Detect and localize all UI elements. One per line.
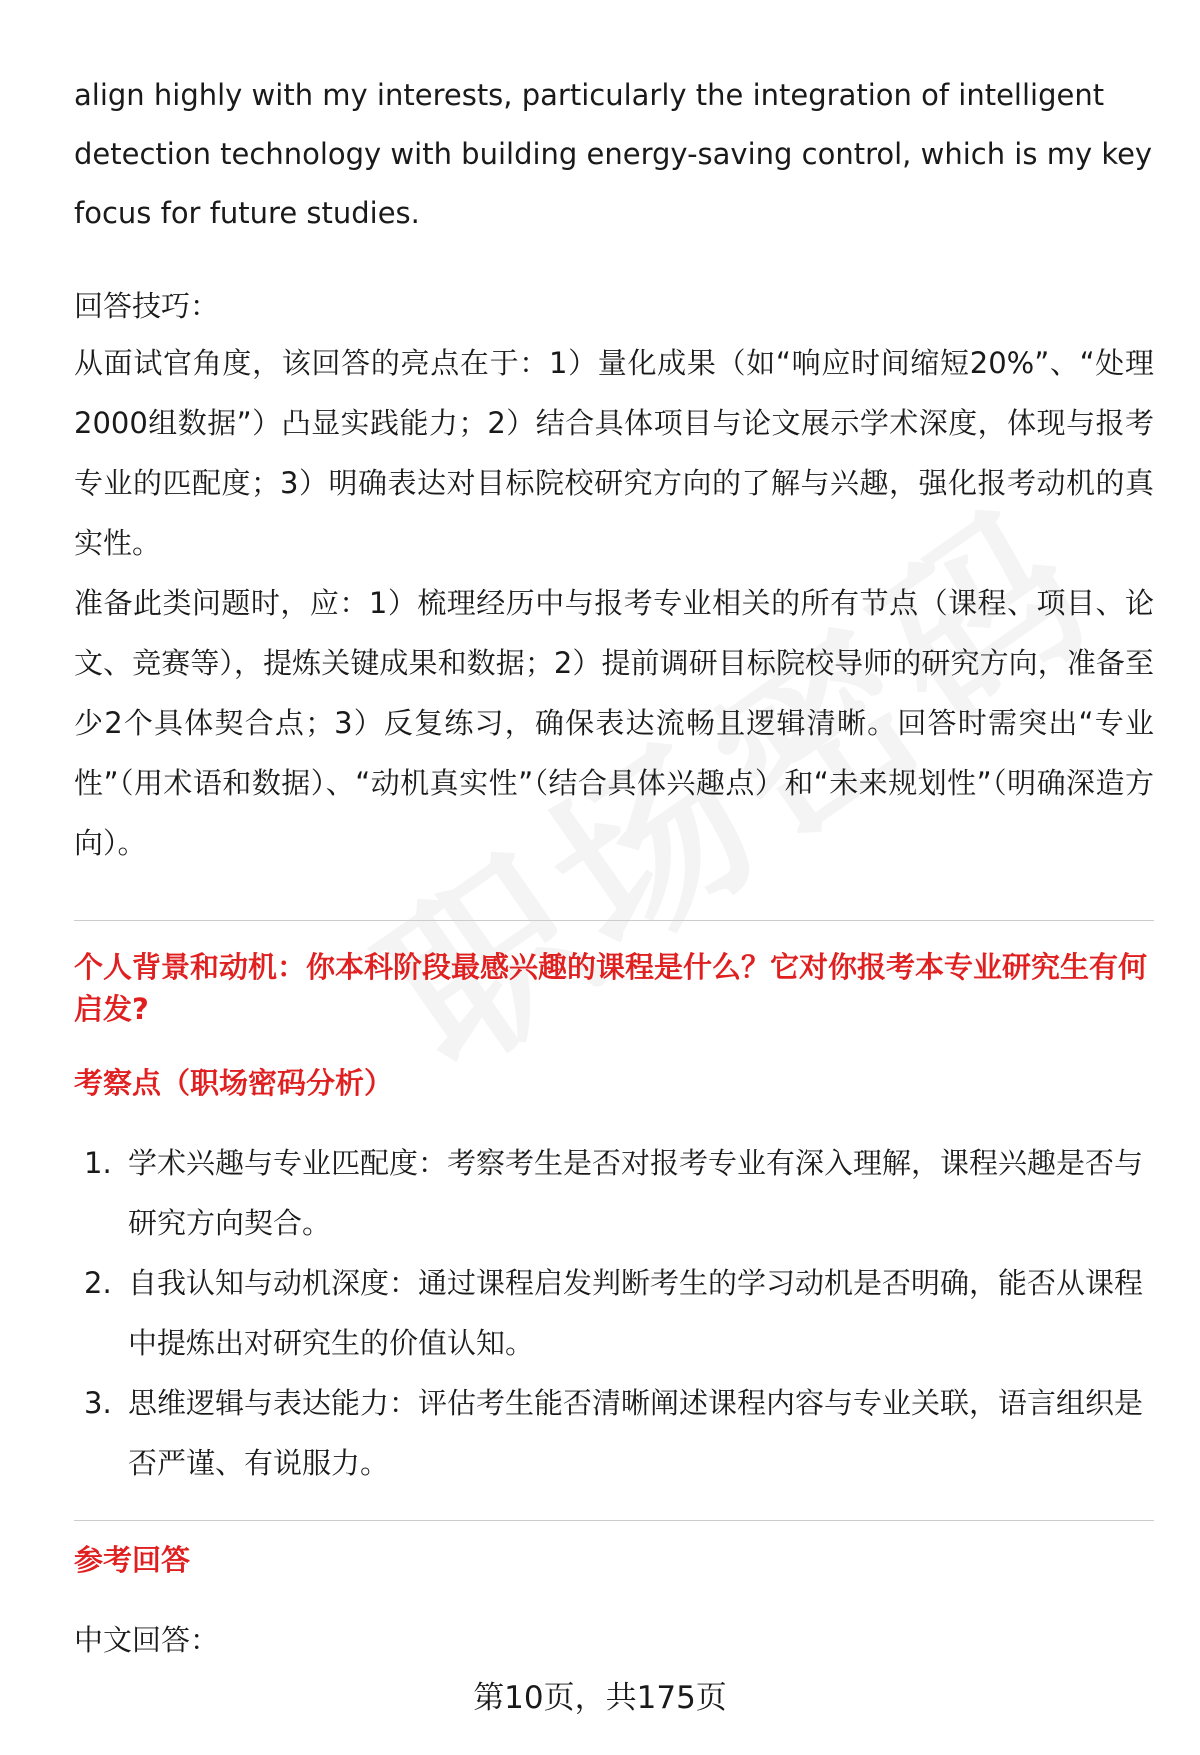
tips-label: 回答技巧： — [74, 289, 220, 323]
list-number: 2. — [84, 1266, 112, 1300]
list-item — [74, 1373, 1154, 1493]
list-number: 1. — [84, 1146, 112, 1180]
page-number: 第10页，共175页 — [473, 1680, 727, 1716]
reference-heading: 参考回答 — [74, 1543, 191, 1577]
chinese-answer-label: 中文回答： — [74, 1623, 220, 1657]
tips-paragraph-1: 从面试官角度，该回答的亮点在于：1）量化成果（如“响应时间缩短20%”、“处理2000组数据”）凸显实践能力；2）结合具体项目与论文展示学术深度，体现与报考专业的匹配度；3）明确表达对目标院校研究方向的了解与兴趣，强化报考动机的真实性。 — [74, 346, 1154, 560]
points-list — [74, 1133, 1154, 1493]
intro-paragraph: align highly with my interests, particularly the integration of intelligent detection technology with building energy-saving control, which is my key focus for future studies. — [74, 78, 1153, 230]
tips-paragraph-2: 准备此类问题时，应：1）梳理经历中与报考专业相关的所有节点（课程、项目、论文、竞赛等），提炼关键成果和数据；2）提前调研目标院校导师的研究方向，准备至少2个具体契合点；3）反复练习，确保表达流畅且逻辑清晰。回答时需突出“专业性”（用术语和数据）、“动机真实性”（结合具体兴趣点）和“未来规划性”（明确深造方向）。 — [74, 586, 1154, 860]
question-title: 个人背景和动机：你本科阶段最感兴趣的课程是什么？它对你报考本专业研究生有何启发? — [74, 950, 1148, 1026]
divider — [74, 1520, 1154, 1521]
list-item-text: 学术兴趣与专业匹配度：考察考生是否对报考专业有深入理解，课程兴趣是否与研究方向契合。 — [128, 1146, 1144, 1240]
list-item — [74, 1133, 1154, 1253]
list-item-text: 思维逻辑与表达能力：评估考生能否清晰阐述课程内容与专业关联，语言组织是否严谨、有说服力。 — [128, 1386, 1144, 1480]
divider — [74, 920, 1154, 921]
list-item — [74, 1253, 1154, 1373]
list-number: 3. — [84, 1386, 112, 1420]
list-item-text: 自我认知与动机深度：通过课程启发判断考生的学习动机是否明确，能否从课程中提炼出对研究生的价值认知。 — [128, 1266, 1144, 1360]
points-heading: 考察点（职场密码分析） — [74, 1066, 394, 1100]
